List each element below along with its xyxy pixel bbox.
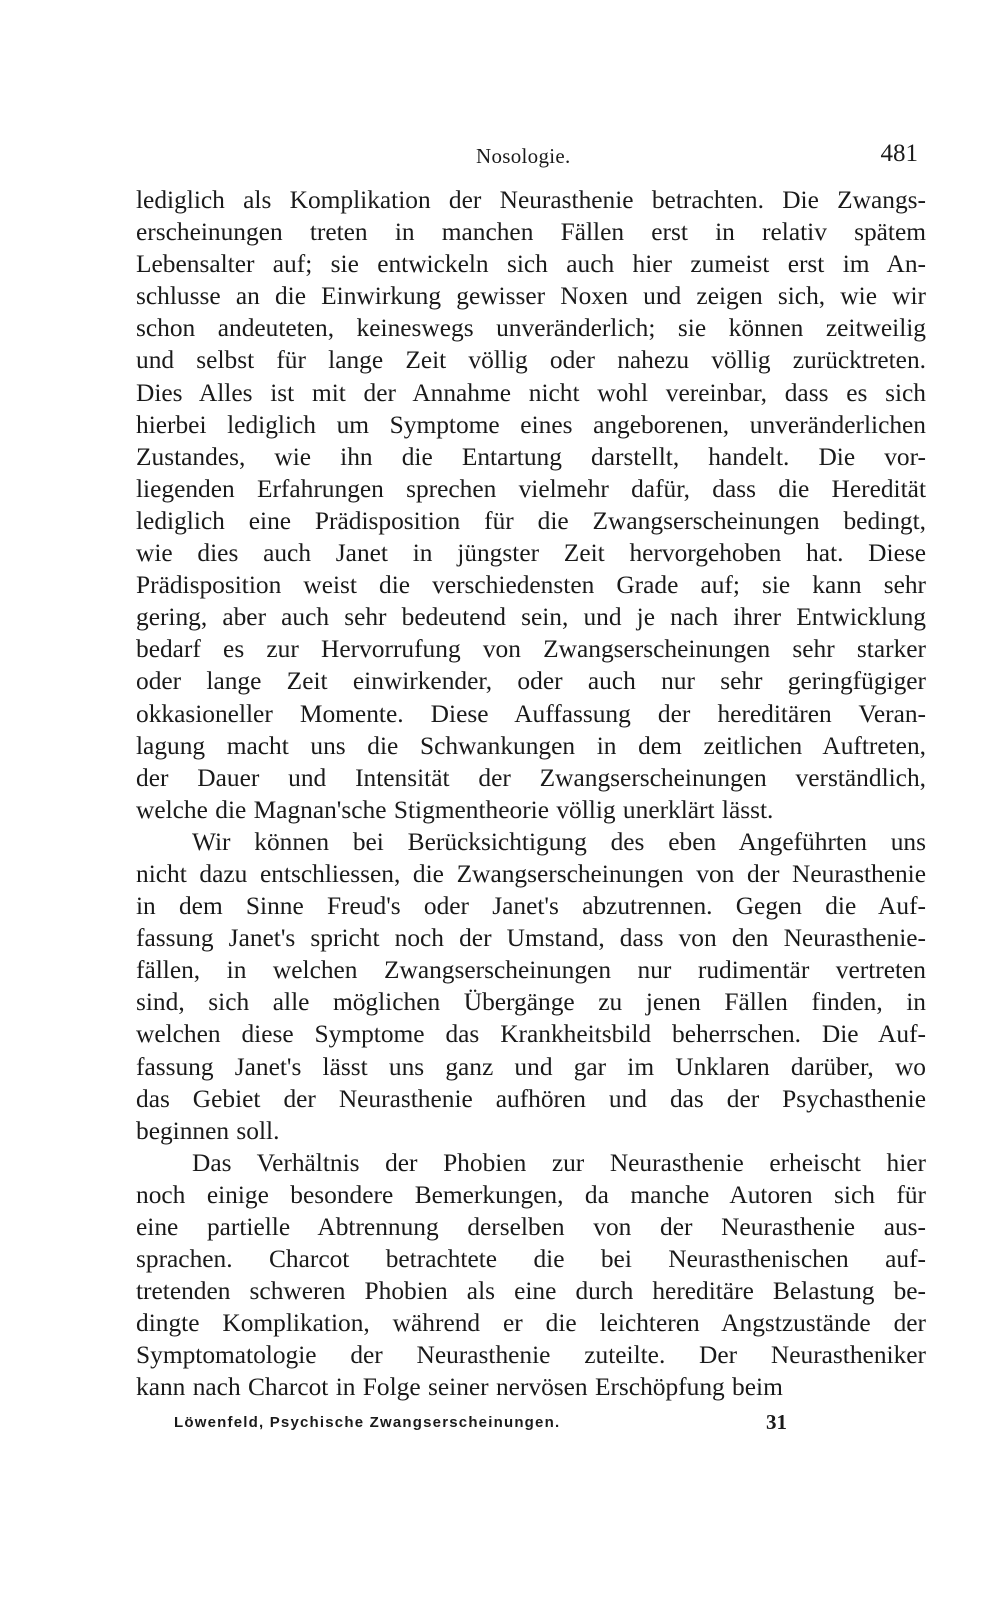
text-line: fällen, in welchen Zwangserscheinungen nur rudimentär vertreten [136,956,926,985]
running-title: Nosologie. [476,144,571,168]
text-line: gering, aber auch sehr bedeutend sein, und je nach ihrer Entwicklung [136,603,926,632]
text-line: tretenden schweren Phobien als eine durch hereditäre Belastung be- [136,1277,926,1306]
signature-line: Löwenfeld, Psychische Zwangserscheinungen. [174,1413,561,1431]
text-line: lediglich eine Prädisposition für die Zwangserscheinungen bedingt, [136,506,926,535]
text-line: eine partielle Abtrennung derselben von der Neurasthenie aus- [136,1213,926,1241]
signature-number: 31 [766,1409,787,1434]
text-line: Lebensalter auf; sie entwickeln sich auch hier zumeist erst im An- [136,250,926,279]
text-line: noch einige besondere Bemerkungen, da manche Autoren sich für [136,1180,926,1209]
text-line: welchen diese Symptome das Krankheitsbild beherrschen. Die Auf- [136,1020,926,1049]
text-line: fassung Janet's lässt uns ganz und gar im Unklaren darüber, wo [136,1052,926,1081]
text-line: Symptomatologie der Neurasthenie zuteilte. Der Neurastheniker [136,1341,926,1370]
running-head [136,140,926,184]
text-line: sprachen. Charcot betrachtete die bei Neurasthenischen auf- [136,1245,926,1274]
text-line: oder lange Zeit einwirkender, oder auch nur sehr geringfügiger [136,667,926,696]
text-line: erscheinungen treten in manchen Fällen erst in relativ spätem [136,218,926,247]
text-line: in dem Sinne Freud's oder Janet's abzutrennen. Gegen die Auf- [136,892,926,921]
text-line: kann nach Charcot in Folge seiner nervösen Erschöpfung beim [136,1373,783,1402]
text-line: Wir können bei Berücksichtigung des eben Angeführten uns [192,827,926,856]
book-page [136,140,926,1444]
text-line: wie dies auch Janet in jüngster Zeit hervorgehoben hat. Diese [136,539,926,568]
text-line: beginnen soll. [136,1116,280,1145]
text-line: lagung macht uns die Schwankungen in dem zeitlichen Auftreten, [136,731,926,760]
text-line: bedarf es zur Hervorrufung von Zwangserscheinungen sehr starker [136,635,926,664]
text-line: schon andeuteten, keineswegs unveränderlich; sie können zeitweilig [136,314,926,343]
text-line: dingte Komplikation, während er die leichteren Angstzustände der [136,1309,926,1338]
text-line: fassung Janet's spricht noch der Umstand, dass von den Neurasthenie- [136,924,926,953]
text-line: okkasioneller Momente. Diese Auffassung der hereditären Veran- [136,699,926,728]
text-line: lediglich als Komplikation der Neurasthenie betrachten. Die Zwangs- [136,186,926,214]
text-line: welche die Magnan'sche Stigmentheorie völlig unerklärt lässt. [136,795,774,824]
text-line: schlusse an die Einwirkung gewisser Noxen und zeigen sich, wie wir [136,282,926,311]
text-line: sind, sich alle möglichen Übergänge zu jenen Fällen finden, in [136,988,926,1017]
text-line: liegenden Erfahrungen sprechen vielmehr dafür, dass die Heredität [136,474,926,503]
body-text [136,184,926,1404]
text-line: der Dauer und Intensität der Zwangserscheinungen verständlich, [136,763,926,792]
page-number: 481 [880,140,918,167]
text-line: hierbei lediglich um Symptome eines angeborenen, unveränderlichen [136,410,926,439]
text-line: und selbst für lange Zeit völlig oder nahezu völlig zurücktreten. [136,346,926,375]
footer [136,1409,926,1444]
text-line: nicht dazu entschliessen, die Zwangserscheinungen von der Neurasthenie [136,859,926,888]
text-line: Dies Alles ist mit der Annahme nicht wohl vereinbar, dass es sich [136,378,926,407]
text-line: Das Verhältnis der Phobien zur Neurasthenie erheischt hier [192,1148,926,1177]
text-line: Prädisposition weist die verschiedensten Grade auf; sie kann sehr [136,571,926,600]
text-line: das Gebiet der Neurasthenie aufhören und das der Psychasthenie [136,1084,926,1113]
text-line: Zustandes, wie ihn die Entartung darstellt, handelt. Die vor- [136,442,926,471]
